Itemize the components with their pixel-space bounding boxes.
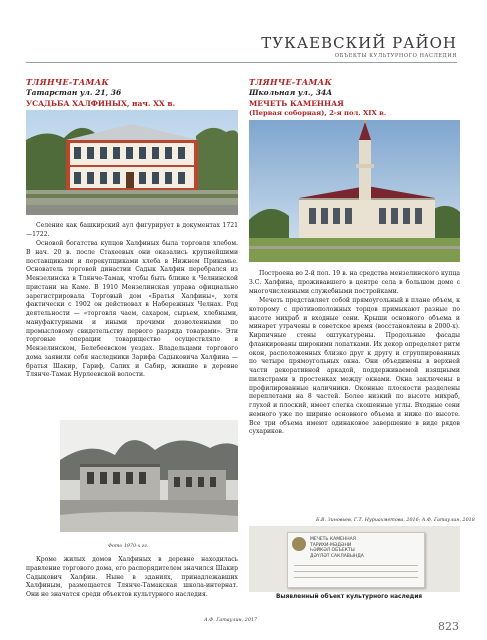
plaque-photo (249, 526, 460, 592)
section-title: ТУКАЕВСКИЙ РАЙОН (261, 34, 457, 52)
right-address: Школьная ул., 34А (249, 88, 333, 97)
right-paragraph-2: Мечеть представляет собой прямоугольный в плане объем, к которому с противоположных торцов примыкают разные по высоте михраб и входные сени. Крыши основного объема и минарет утрачены в советское время (восстановлены в 2000-х). Кирпичные стены оштукатурены. Продольные фасады фланкированы широкими лопатками. Их декор определяет ритм окон, расположенных близко друг к другу и сгруппированных по четыре прямоугольных окна. Они объединены в верхней части декоративной аркадой, поддерживаемой изящными пилястрами в простенках между окнами. Окна заключены в профилированные наличники. Оконные плоскости разделены переплетами на 8 частей. Более низкий по высоте михраб, глухой и плоский, имеет слегка скошенные углы. Входные сени немного уже по ширине основного объема и ниже по высоте. Все три объема имеют одинаковое завершение в виде рядов сухариков. (249, 297, 460, 436)
left-paragraph-2: Основой богатства купцов Халфиных была торговля хлебом. В нач. 20 в. после Стахеевых они оказались крупнейшими поставщиками и перекупщиками хлеба в Нижнем Прикамье. Основатель торговой династии Садык Халфин перебрался из Мензелинска в Тлянче-Тамак, чтобы быть ближе к Челнинской пристани на Каме. В 1910 Мензелинская управа официально зарегистрировала Торговый дом «Братья Халфины», хотя фактически с 1902 он действовал в Набережных Челнах. Род деятельности — «торговля чаем, сахаром, сырьем, хлебными, мануфактурными и иными прочими дозволенными по промысловому свидетельству первого разряда товарами». Эти торговые операции товарищество осуществляло в Мензелинском, Белебеевском уездах. Владельцами торгового дома заявили себя наследники Зарифа Садыковича Халфина — братья Шакир, Гариф, Салих и Сабир, жившие в деревне Тлянче-Тамак Нурлеевской волости. (26, 240, 238, 379)
left-address: Татарстан ул. 21, 36 (26, 88, 122, 97)
plaque-line-3: ҺӘЙКӘЛ ОБЪЕКТЫ (310, 548, 355, 554)
right-place-label: ТЛЯНЧЕ-ТАМАК (249, 77, 333, 87)
left-object-heading: УСАДЬБА ХАЛФИНЫХ, нач. XX в. (26, 99, 176, 108)
left-paragraph-1: Селение как башкирский аул фигурирует в документах 1721—1722. (26, 222, 238, 238)
right-object-heading: МЕЧЕТЬ КАМЕННАЯ (249, 99, 344, 108)
right-photo-credit: Б.В. Зиновьев, Г.Т. Нуриахметова, 2016; А.Ф. Гатаулин, 2018 (316, 518, 475, 523)
header-divider (26, 62, 457, 63)
plaque-caption: Выявленный объект культурного наследия (276, 594, 423, 600)
mosque-photo (249, 120, 460, 262)
left-place-label: ТЛЯНЧЕ-ТАМАК (26, 77, 110, 87)
plaque-line-2: ТАРИХИ-МӘДӘНИ (310, 542, 352, 548)
section-subtitle: ОБЪЕКТЫ КУЛЬТУРНОГО НАСЛЕДИЯ (334, 53, 457, 59)
page-number: 823 (438, 620, 459, 633)
emblem-icon (292, 537, 306, 551)
estate-photo (26, 110, 238, 215)
archive-photo (60, 420, 238, 532)
heritage-plaque (287, 532, 425, 588)
right-paragraph-1: Построена во 2-й пол. 19 в. на средства мензелинского купца З.С. Халфина, проживавшего в центре села в большом доме с многочисленными служебными постройками. (249, 270, 460, 295)
archive-photo-caption: Фото 1970-х гг. (108, 544, 149, 549)
right-object-subheading: (Первая соборная), 2-я пол. XIX в. (249, 109, 387, 117)
plaque-line-4: ДӘҮЛӘТ САКЛАВЫНДА (310, 553, 364, 559)
plaque-line-1: МЕЧЕТЬ КАМЕННАЯ (310, 537, 356, 542)
left-paragraph-3: Кроме жилых домов Халфиных в деревне находилась правление торгового дома, его распорядителем значился Шакир Садыкович Халфин. Ныне в зданиях, принадлежавших Халфиным, размещается Тлянче-Тамакская школа-интернат. Они не значатся среди объектов культурного наследия. (26, 556, 238, 598)
left-photo-credit: А.Ф. Гатаулин, 2017 (204, 618, 257, 623)
